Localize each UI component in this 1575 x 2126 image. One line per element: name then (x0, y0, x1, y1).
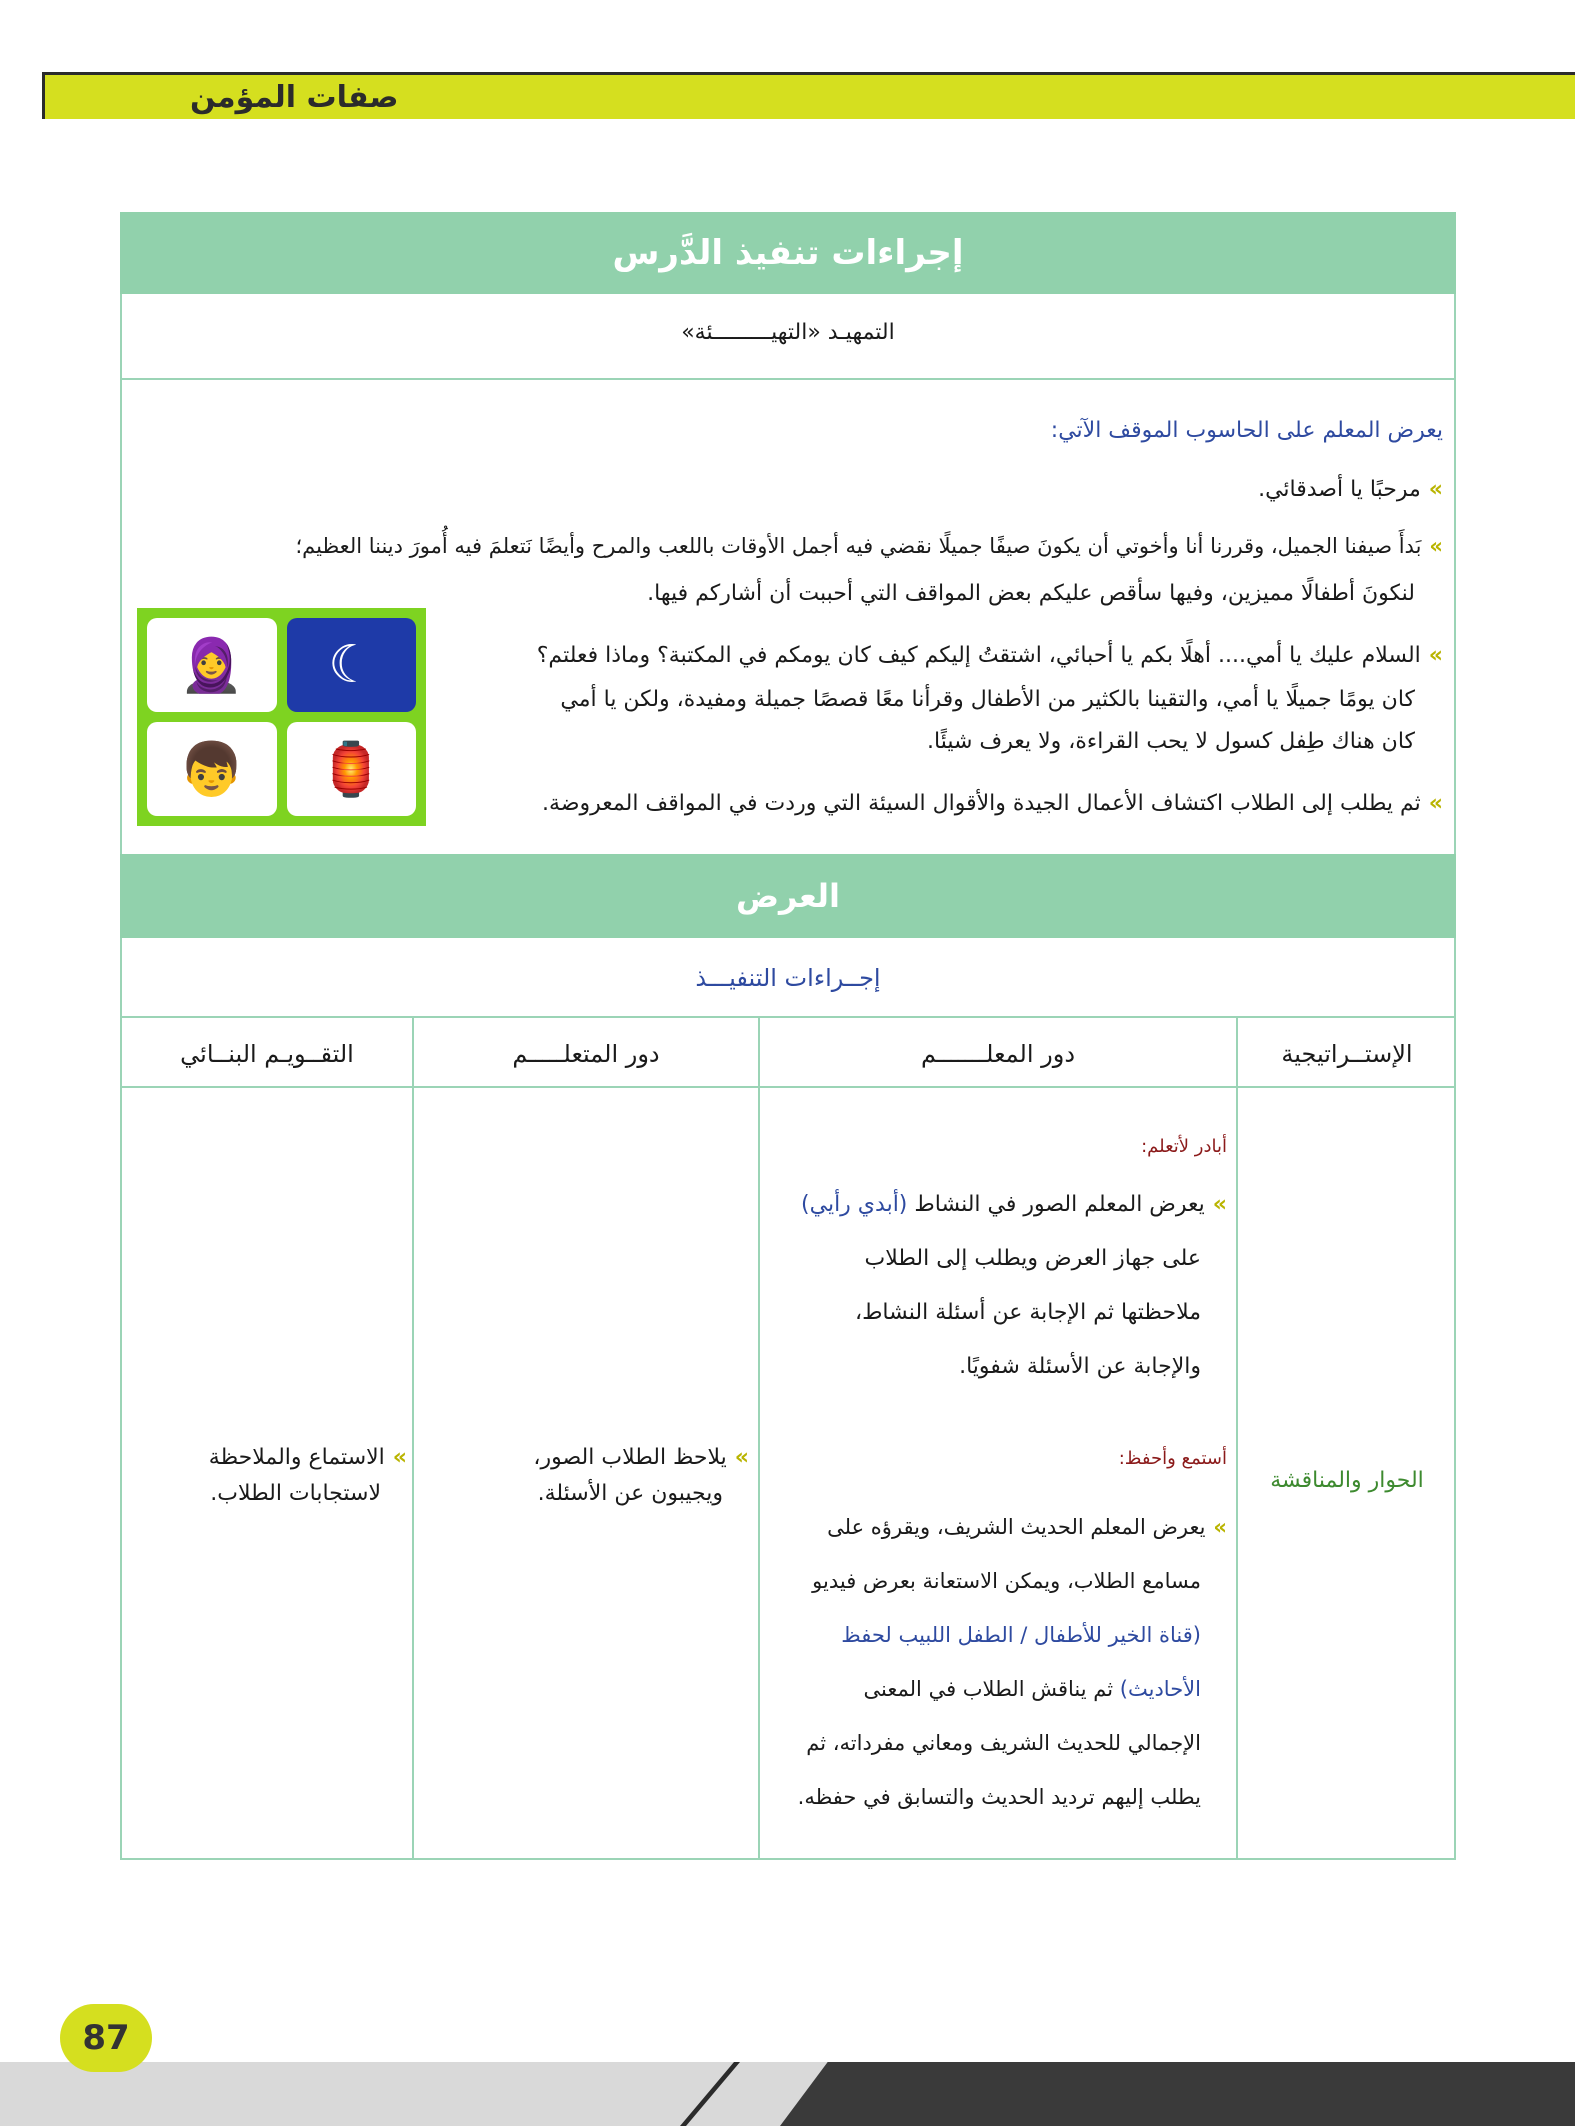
divider (120, 1016, 1456, 1018)
list-item: »بَدأَ صيفنا الجميل، وقررنا أنا وأخوتي أن يكونَ صيفًا جميلًا نقضي فيه أجمل الأوقات باللعب والمرح وأيضًا نَتعلمَ فيه أُمورَ ديننا العظيم؛ (295, 534, 1443, 558)
footer-dark-band (780, 2062, 1575, 2126)
list-item: »مرحبًا يا أصدقائي. (1258, 477, 1443, 502)
section-title-presentation: العرض (120, 854, 1456, 938)
bullet-icon: » (1213, 1515, 1227, 1539)
column-header-strategy: الإستــراتيجية (1281, 1040, 1413, 1068)
list-item-continued: كان يومًا جميلًا يا أمي، والتقينا بالكثير من الأطفال وقرأنا معًا قصصًا جميلة ومفيدة، ولكن يا أمي (560, 687, 1415, 712)
bullet-icon: » (1428, 791, 1443, 816)
divider (120, 378, 1456, 380)
column-header-teacher: دور المعلـــــــم (920, 1040, 1076, 1068)
column-divider (758, 1016, 760, 1860)
intro-lead: يعرض المعلم على الحاسوب الموقف الآتي: (1050, 418, 1443, 443)
learner-role: »يلاحظ الطلاب الصور، ويجيبون عن الأسئلة. (533, 1445, 749, 1506)
sub-heading: أستمع وأحفظ: (1118, 1448, 1227, 1469)
column-header-assessment: التقــويـم البنــائي (180, 1040, 354, 1068)
children-illustration (137, 608, 426, 826)
bullet-icon: » (1428, 643, 1443, 668)
bullet-icon: » (1429, 534, 1443, 558)
list-item-continued: لنكونَ أطفالًا مميزين، وفيها سأقص عليكم بعض المواقف التي أحببت أن أشاركم فيها. (647, 581, 1415, 606)
sub-heading: أبادر لأتعلم: (1141, 1136, 1227, 1157)
intro-label: التمهيـد «التهيـــــــــئة» (681, 320, 895, 345)
section-title-procedures: إجراءات تنفيذ الدَّرس (120, 212, 1456, 294)
column-header-learner: دور المتعلـــــم (512, 1040, 660, 1068)
boy-praying-icon: 👦 (147, 722, 277, 816)
boy-lantern-icon: 🏮 (287, 722, 417, 816)
list-item: »السلام عليك يا أمي.... أهلًا بكم يا أحبائي، اشتقتُ إليكم كيف كان يومكم في المكتبة؟ وماذا فعلتم؟ (536, 643, 1443, 668)
assessment: »الاستماع والملاحظة لاستجابات الطلاب. (208, 1445, 407, 1506)
teacher-paragraph: »يعرض المعلم الحديث الشريف، ويقرؤه على مسامع الطلاب، ويمكن الاستعانة بعرض فيديو (قناة الخير للأطفال / الطفل اللبيب لحفظ الأحاديث) ثم يناقش الطلاب في المعنى الإجمالي للحديث الشريف ومعاني مفرداته، ثم يطلب إليهم ترديد الحديث والتسابق في حفظه. (797, 1515, 1227, 1809)
list-item-continued: كان هناك طِفل كسول لا يحب القراءة، ولا يعرف شيئًا. (927, 729, 1415, 754)
column-divider (1236, 1016, 1238, 1860)
teacher-paragraph: »يعرض المعلم الصور في النشاط (أبدي رأيي) على جهاز العرض ويطلب إلى الطلاب ملاحظتها ثم الإجابة عن أسئلة النشاط، والإجابة عن الأسئلة شفويًا. (801, 1192, 1227, 1379)
girl-icon: 🧕 (147, 618, 277, 712)
strategy-cell: الحوار والمناقشة (1270, 1468, 1424, 1493)
bullet-icon: » (734, 1445, 749, 1470)
procedures-label: إجــراءات التنفيـــذ (695, 964, 881, 992)
column-divider (412, 1016, 414, 1860)
divider (120, 1086, 1456, 1088)
page-number: 87 (60, 2004, 152, 2072)
chapter-title: صفات المؤمن (190, 80, 399, 115)
list-item: »ثم يطلب إلى الطلاب اكتشاف الأعمال الجيدة والأقوال السيئة التي وردت في المواقف المعروضة. (542, 791, 1443, 816)
bullet-icon: » (1212, 1192, 1227, 1217)
crescent-moon-icon: ☾ (287, 618, 417, 712)
bullet-icon: » (1428, 477, 1443, 502)
bullet-icon: » (392, 1445, 407, 1470)
